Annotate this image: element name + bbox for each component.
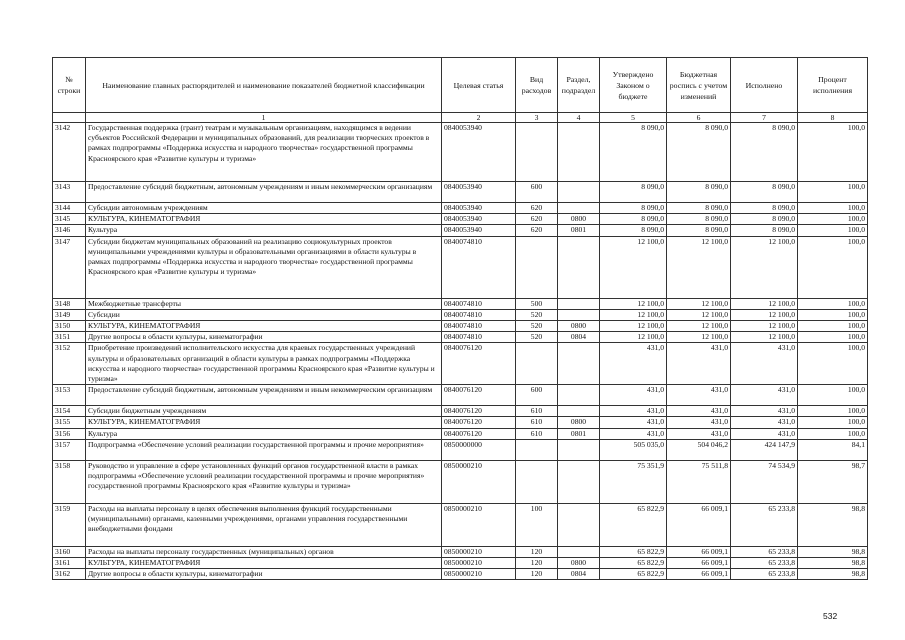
column-number: 8 [798,113,868,123]
budget-amount-cell: 431,0 [667,417,731,428]
row-number-cell: 3157 [53,439,86,460]
budget-amount-cell: 12 100,0 [667,236,731,298]
executed-amount-cell: 65 233,8 [731,558,798,569]
expense-type-cell: 120 [516,546,558,557]
approved-amount-cell: 431,0 [600,417,667,428]
approved-amount-cell: 12 100,0 [600,309,667,320]
table-row [53,343,868,385]
percent-cell: 98,8 [798,558,868,569]
budget-document [52,57,867,580]
section-cell [558,546,600,557]
row-number-cell: 3161 [53,558,86,569]
page-number: 532 [823,611,838,621]
section-cell [558,385,600,406]
table-row [53,332,868,343]
name-cell: КУЛЬТУРА, КИНЕМАТОГРАФИЯ [86,558,442,569]
section-cell: 0804 [558,332,600,343]
percent-cell: 100,0 [798,309,868,320]
target-article-cell: 0840053940 [442,203,516,214]
percent-cell: 100,0 [798,332,868,343]
percent-cell: 100,0 [798,298,868,309]
target-article-cell: 0840053940 [442,225,516,236]
row-number-cell: 3147 [53,236,86,298]
expense-type-cell: 100 [516,503,558,546]
section-cell: 0800 [558,321,600,332]
table-row [53,236,868,298]
table-header [53,58,868,123]
expense-type-cell: 500 [516,298,558,309]
budget-table [52,57,868,580]
section-cell: 0800 [558,214,600,225]
name-cell: Субсидии автономным учреждениям [86,203,442,214]
table-row [53,309,868,320]
target-article-cell: 0840076120 [442,417,516,428]
executed-amount-cell: 12 100,0 [731,236,798,298]
row-number-cell: 3150 [53,321,86,332]
budget-amount-cell: 66 009,1 [667,546,731,557]
name-cell: Межбюджетные трансферты [86,298,442,309]
approved-amount-cell: 65 822,9 [600,558,667,569]
budget-amount-cell: 8 090,0 [667,214,731,225]
row-number-cell: 3146 [53,225,86,236]
table-row [53,417,868,428]
budget-amount-cell: 8 090,0 [667,182,731,203]
row-number-cell: 3143 [53,182,86,203]
name-cell: Расходы на выплаты персоналу в целях обеспечения выполнения функций государственными (муниципальными) органами, казенными учреждениями, органами управления государственными внебюджетными фондами [86,503,442,546]
section-cell: 0801 [558,225,600,236]
target-article-cell: 0840053940 [442,214,516,225]
target-article-cell: 0850000210 [442,503,516,546]
budget-amount-cell: 431,0 [667,385,731,406]
percent-cell: 100,0 [798,417,868,428]
table-row [53,298,868,309]
section-cell [558,309,600,320]
row-number-cell: 3156 [53,428,86,439]
target-article-cell: 0840074810 [442,332,516,343]
executed-amount-cell: 431,0 [731,385,798,406]
executed-amount-cell: 12 100,0 [731,309,798,320]
row-number-cell: 3144 [53,203,86,214]
executed-amount-cell: 431,0 [731,428,798,439]
target-article-cell: 0840076120 [442,406,516,417]
budget-amount-cell: 431,0 [667,343,731,385]
target-article-cell: 0850000210 [442,546,516,557]
column-number-row [53,113,868,123]
section-cell [558,343,600,385]
section-cell [558,406,600,417]
executed-amount-cell: 431,0 [731,417,798,428]
budget-amount-cell: 12 100,0 [667,309,731,320]
table-row [53,503,868,546]
column-number: 5 [600,113,667,123]
target-article-cell: 0840074810 [442,236,516,298]
approved-amount-cell: 65 822,9 [600,569,667,580]
percent-cell: 98,8 [798,569,868,580]
name-cell: Культура [86,428,442,439]
expense-type-cell [516,123,558,182]
budget-amount-cell: 8 090,0 [667,225,731,236]
budget-amount-cell: 75 511,8 [667,460,731,503]
header-section: Раздел, подраздел [558,58,600,113]
executed-amount-cell: 424 147,9 [731,439,798,460]
approved-amount-cell: 12 100,0 [600,298,667,309]
row-number-cell: 3154 [53,406,86,417]
approved-amount-cell: 8 090,0 [600,182,667,203]
executed-amount-cell: 65 233,8 [731,503,798,546]
budget-amount-cell: 8 090,0 [667,203,731,214]
target-article-cell: 0840074810 [442,321,516,332]
target-article-cell: 0840076120 [442,428,516,439]
budget-amount-cell: 431,0 [667,428,731,439]
row-number-cell: 3155 [53,417,86,428]
column-number [53,113,86,123]
percent-cell: 98,8 [798,503,868,546]
column-number: 6 [667,113,731,123]
target-article-cell: 0850000210 [442,558,516,569]
table-row [53,558,868,569]
table-row [53,546,868,557]
expense-type-cell: 610 [516,406,558,417]
section-cell: 0801 [558,428,600,439]
expense-type-cell [516,460,558,503]
percent-cell: 84,1 [798,439,868,460]
name-cell: Другие вопросы в области культуры, кинематографии [86,569,442,580]
approved-amount-cell: 12 100,0 [600,332,667,343]
row-number-cell: 3148 [53,298,86,309]
approved-amount-cell: 65 822,9 [600,546,667,557]
table-row [53,123,868,182]
executed-amount-cell: 431,0 [731,343,798,385]
column-number: 1 [86,113,442,123]
executed-amount-cell: 65 233,8 [731,546,798,557]
column-number: 7 [731,113,798,123]
table-row [53,225,868,236]
column-number: 2 [442,113,516,123]
target-article-cell: 0840076120 [442,385,516,406]
executed-amount-cell: 12 100,0 [731,332,798,343]
expense-type-cell: 520 [516,321,558,332]
name-cell: Приобретение произведений исполнительского искусства для краевых государственных учреждений культуры и образовательных организаций в области культуры в рамках подпрограммы «Поддержка искусства и народного творчества» государственной программы Красноярского края «Развитие культуры и туризма» [86,343,442,385]
percent-cell: 100,0 [798,406,868,417]
name-cell: Другие вопросы в области культуры, кинематографии [86,332,442,343]
column-number: 4 [558,113,600,123]
row-number-cell: 3159 [53,503,86,546]
section-cell: 0800 [558,417,600,428]
section-cell [558,503,600,546]
header-row-number: № строки [53,58,86,113]
section-cell [558,460,600,503]
approved-amount-cell: 75 351,9 [600,460,667,503]
percent-cell: 100,0 [798,123,868,182]
approved-amount-cell: 8 090,0 [600,123,667,182]
name-cell: КУЛЬТУРА, КИНЕМАТОГРАФИЯ [86,214,442,225]
table-row [53,214,868,225]
executed-amount-cell: 8 090,0 [731,214,798,225]
approved-amount-cell: 505 035,0 [600,439,667,460]
name-cell: Предоставление субсидий бюджетным, автономным учреждениям и иным некоммерческим организациям [86,182,442,203]
table-row [53,428,868,439]
target-article-cell: 0850000210 [442,569,516,580]
target-article-cell: 0850000210 [442,460,516,503]
table-row [53,439,868,460]
percent-cell: 100,0 [798,225,868,236]
name-cell: Субсидии [86,309,442,320]
percent-cell: 100,0 [798,236,868,298]
table-row [53,203,868,214]
expense-type-cell [516,236,558,298]
name-cell: Субсидии бюджетным учреждениям [86,406,442,417]
executed-amount-cell: 8 090,0 [731,182,798,203]
table-row [53,182,868,203]
target-article-cell: 0840076120 [442,343,516,385]
target-article-cell: 0840053940 [442,182,516,203]
percent-cell: 100,0 [798,203,868,214]
name-cell: Культура [86,225,442,236]
executed-amount-cell: 8 090,0 [731,123,798,182]
expense-type-cell: 610 [516,428,558,439]
expense-type-cell: 600 [516,182,558,203]
section-cell [558,236,600,298]
header-target-article: Целевая статья [442,58,516,113]
approved-amount-cell: 431,0 [600,343,667,385]
percent-cell: 98,8 [798,546,868,557]
expense-type-cell [516,439,558,460]
name-cell: Руководство и управление в сфере установленных функций органов государственной власти в рамках подпрограммы «Обеспечение условий реализации государственной программы и прочие мероприятия» государственной программы Красноярского края «Развитие культуры и туризма» [86,460,442,503]
executed-amount-cell: 12 100,0 [731,321,798,332]
header-budget-schedule: Бюджетная роспись с учетом изменений [667,58,731,113]
executed-amount-cell: 12 100,0 [731,298,798,309]
target-article-cell: 0840074810 [442,298,516,309]
expense-type-cell: 600 [516,385,558,406]
table-row [53,569,868,580]
table-row [53,385,868,406]
section-cell [558,203,600,214]
percent-cell: 100,0 [798,428,868,439]
percent-cell: 100,0 [798,214,868,225]
percent-cell: 100,0 [798,343,868,385]
approved-amount-cell: 12 100,0 [600,321,667,332]
row-number-cell: 3142 [53,123,86,182]
expense-type-cell: 620 [516,203,558,214]
header-name: Наименование главных распорядителей и наименование показателей бюджетной классификации [86,58,442,113]
expense-type-cell: 620 [516,225,558,236]
table-row [53,406,868,417]
approved-amount-cell: 8 090,0 [600,214,667,225]
target-article-cell: 0840074810 [442,309,516,320]
approved-amount-cell: 65 822,9 [600,503,667,546]
expense-type-cell: 520 [516,309,558,320]
percent-cell: 98,7 [798,460,868,503]
row-number-cell: 3153 [53,385,86,406]
name-cell: КУЛЬТУРА, КИНЕМАТОГРАФИЯ [86,321,442,332]
name-cell: Государственная поддержка (грант) театрам и музыкальным организациям, находящимся в ведении субъектов Российской Федерации и муниципальных образований, для реализации творческих проектов в рамках подпрограммы «Поддержка искусства и народного творчества» государственной программы Красноярского края «Развитие культуры и туризма» [86,123,442,182]
name-cell: Подпрограмма «Обеспечение условий реализации государственной программы и прочие мероприятия» [86,439,442,460]
header-executed: Исполнено [731,58,798,113]
section-cell: 0804 [558,569,600,580]
budget-amount-cell: 12 100,0 [667,332,731,343]
budget-amount-cell: 66 009,1 [667,503,731,546]
column-number: 3 [516,113,558,123]
table-row [53,321,868,332]
name-cell: Субсидии бюджетам муниципальных образований на реализацию социокультурных проектов муниципальными учреждениями культуры и образовательными организациями в области культуры в рамках подпрограммы «Поддержка искусства и народного творчества» государственной программы Красноярского края «Развитие культуры и туризма» [86,236,442,298]
approved-amount-cell: 431,0 [600,406,667,417]
budget-amount-cell: 431,0 [667,406,731,417]
budget-amount-cell: 12 100,0 [667,298,731,309]
expense-type-cell: 120 [516,569,558,580]
target-article-cell: 0850000000 [442,439,516,460]
row-number-cell: 3149 [53,309,86,320]
table-row [53,460,868,503]
row-number-cell: 3160 [53,546,86,557]
section-cell [558,439,600,460]
budget-amount-cell: 504 046,2 [667,439,731,460]
section-cell [558,123,600,182]
executed-amount-cell: 65 233,8 [731,569,798,580]
executed-amount-cell: 74 534,9 [731,460,798,503]
expense-type-cell: 120 [516,558,558,569]
expense-type-cell [516,343,558,385]
budget-amount-cell: 12 100,0 [667,321,731,332]
name-cell: Предоставление субсидий бюджетным, автономным учреждениям и иным некоммерческим организациям [86,385,442,406]
approved-amount-cell: 431,0 [600,428,667,439]
row-number-cell: 3158 [53,460,86,503]
name-cell: КУЛЬТУРА, КИНЕМАТОГРАФИЯ [86,417,442,428]
budget-amount-cell: 66 009,1 [667,558,731,569]
section-cell [558,182,600,203]
header-percent: Процент исполнения [798,58,868,113]
budget-amount-cell: 8 090,0 [667,123,731,182]
section-cell [558,298,600,309]
executed-amount-cell: 431,0 [731,406,798,417]
target-article-cell: 0840053940 [442,123,516,182]
table-body [53,123,868,580]
row-number-cell: 3145 [53,214,86,225]
row-number-cell: 3152 [53,343,86,385]
executed-amount-cell: 8 090,0 [731,225,798,236]
percent-cell: 100,0 [798,182,868,203]
expense-type-cell: 620 [516,214,558,225]
expense-type-cell: 520 [516,332,558,343]
approved-amount-cell: 8 090,0 [600,203,667,214]
percent-cell: 100,0 [798,385,868,406]
row-number-cell: 3151 [53,332,86,343]
executed-amount-cell: 8 090,0 [731,203,798,214]
section-cell: 0800 [558,558,600,569]
name-cell: Расходы на выплаты персоналу государственных (муниципальных) органов [86,546,442,557]
header-approved: Утверждено Законом о бюджете [600,58,667,113]
expense-type-cell: 610 [516,417,558,428]
row-number-cell: 3162 [53,569,86,580]
approved-amount-cell: 431,0 [600,385,667,406]
approved-amount-cell: 12 100,0 [600,236,667,298]
percent-cell: 100,0 [798,321,868,332]
header-expense-type: Вид расходов [516,58,558,113]
approved-amount-cell: 8 090,0 [600,225,667,236]
budget-amount-cell: 66 009,1 [667,569,731,580]
